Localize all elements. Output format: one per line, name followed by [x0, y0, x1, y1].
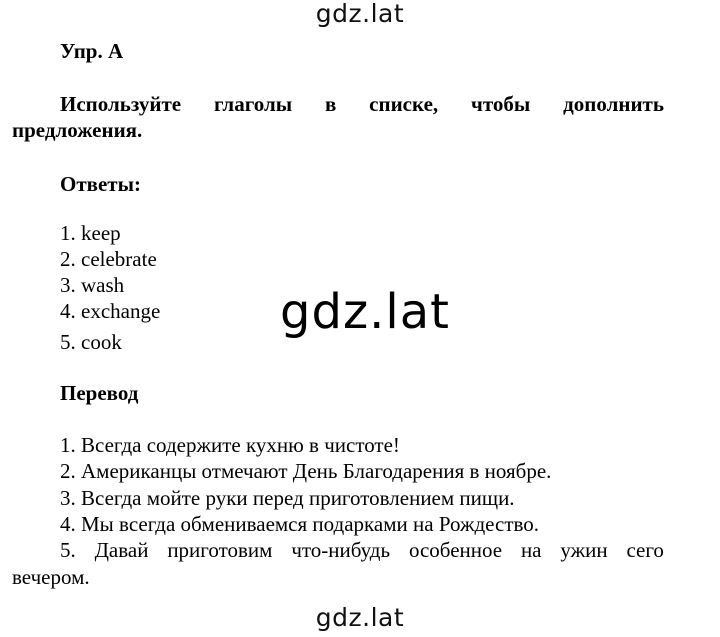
translation-word: ужин	[560, 538, 608, 562]
translation-item: 2. Американцы отмечают День Благодарения в ноябре.	[60, 459, 552, 483]
task-instruction-line1	[60, 92, 664, 117]
answer-item: 3. wash	[60, 273, 125, 297]
translation-heading: Перевод	[60, 381, 139, 405]
task-word: глаголы	[213, 92, 293, 116]
exercise-heading: Упр. А	[60, 39, 124, 63]
task-word: чтобы	[471, 92, 531, 116]
answer-item: 4. exchange	[60, 299, 161, 323]
answers-heading: Ответы:	[60, 172, 142, 196]
answer-item: 5. cook	[60, 330, 122, 354]
translation-word: сего	[626, 538, 664, 562]
task-word: в	[324, 92, 337, 116]
translation-word: 5.	[60, 538, 76, 562]
task-instruction-line2: предложения.	[12, 118, 143, 142]
watermark-center: gdz.lat	[280, 284, 450, 340]
task-word: дополнить	[563, 92, 664, 116]
task-word: Используйте	[60, 92, 182, 116]
translation-item: 1. Всегда содержите кухню в чистоте!	[60, 433, 400, 457]
translation-word: что-нибудь	[291, 538, 391, 562]
watermark-top: gdz.lat	[315, 0, 405, 28]
task-word: списке,	[369, 92, 439, 116]
translation-word: Давай	[94, 538, 149, 562]
translation-item-5-line2: вечером.	[12, 565, 90, 589]
translation-word: особенное	[408, 538, 503, 562]
translation-item-5-line1	[60, 538, 664, 563]
watermark-bottom: gdz.lat	[315, 603, 405, 632]
translation-item: 3. Всегда мойте руки перед приготовлением пищи.	[60, 486, 515, 510]
answer-item: 2. celebrate	[60, 247, 157, 271]
translation-word: приготовим	[167, 538, 273, 562]
translation-word: на	[520, 538, 542, 562]
translation-item: 4. Мы всегда обмениваемся подарками на Рождество.	[60, 512, 540, 536]
answer-item: 1. keep	[60, 221, 121, 245]
